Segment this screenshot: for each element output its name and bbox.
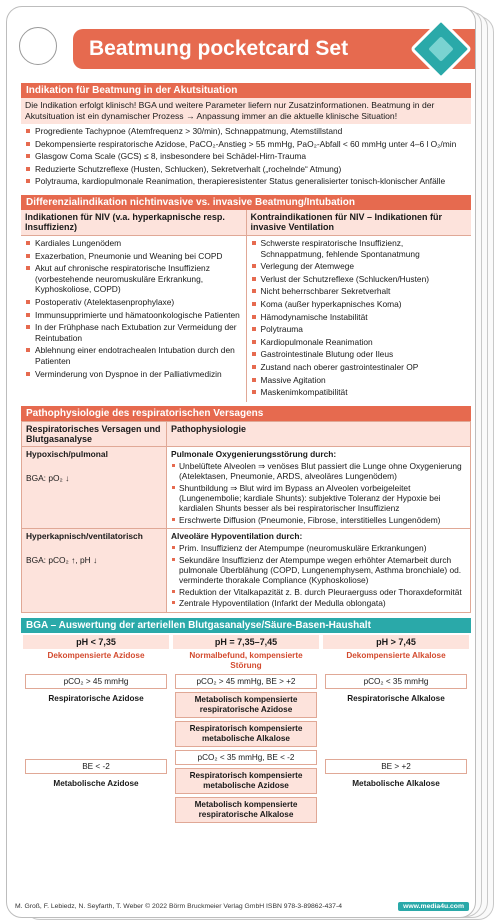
bga-value: BE < -2 (25, 759, 167, 774)
list-item: Akut auf chronische respiratorische Insuffizienz (vorbestehende neuromuskuläre Erkrankung, Kyphoskoliose, COPD) (25, 263, 242, 295)
list-item: Koma (außer hyperkapnisches Koma) (251, 299, 468, 310)
ph-range: pH < 7,35 (23, 635, 169, 649)
table-header: Respiratorisches Versagen und Blutgasanalyse (22, 421, 167, 446)
mechanism-list (171, 461, 466, 525)
list-item: Zentrale Hypoventilation (Infarkt der Medulla oblongata) (171, 598, 466, 608)
list-item: Unbelüftete Alveolen ⇒ venöses Blut passiert die Lunge ohne Oxygenierung (Atelektasen, Pneumonie, ARDS, alveoläres Lungenödem) (171, 461, 466, 482)
page-title: Beatmung pocketcard Set (89, 37, 349, 60)
list-item: Verlust der Schutzreflexe (Schlucken/Husten) (251, 274, 468, 285)
bga-interpretation: Respiratorische Alkalose (347, 693, 445, 703)
list-item: Progrediente Tachypnoe (Atemfrequenz > 30/min), Schnappatmung, Atemstillstand (25, 126, 467, 137)
bga-interpretation: Respiratorisch kompensierte metabolische Azidose (175, 768, 317, 794)
table-cell (167, 529, 471, 612)
ring-hole (19, 27, 57, 65)
card-content (21, 79, 471, 826)
list-item: Exazerbation, Pneumonie und Weaning bei COPD (25, 251, 242, 262)
differential-columns (21, 210, 471, 402)
niv-contraindications-list (247, 236, 472, 402)
bga-column-acidosis (21, 633, 171, 826)
mechanism-list (171, 543, 466, 608)
section-heading-pathophysiology: Pathophysiologie des respiratorischen Versagens (21, 406, 471, 421)
pocketcard (6, 6, 476, 918)
table-cell (167, 446, 471, 528)
ph-state: Dekompensierte Alkalose (346, 650, 446, 660)
list-item: Sekundäre Insuffizienz der Atempumpe wegen erhöhter Atemarbeit durch pulmonale Überblähung (COPD, Lungenemphysem, Asthma bronchiale) od. verminderte thorakale Compliance (Kyphoskoliose) (171, 555, 466, 586)
table-cell (22, 446, 167, 528)
mechanism-heading: Pulmonale Oxygenierungsstörung durch: (171, 448, 337, 459)
failure-type: Hyperkapnisch/ventilatorisch (26, 531, 143, 542)
list-item: Gastrointestinale Blutung oder Ileus (251, 349, 468, 360)
ph-range: pH > 7,45 (323, 635, 469, 649)
table-row (22, 446, 471, 528)
ph-state: Normalbefund, kompensierte Störung (189, 650, 303, 670)
ph-range: pH = 7,35–7,45 (173, 635, 319, 649)
bga-value: pCO₂ > 45 mmHg (25, 674, 167, 689)
list-item: Massive Agitation (251, 375, 468, 386)
list-item: Shuntbildung ⇒ Blut wird im Bypass an Alveolen vorbeigeleitet (Lungenembolie; kardiale Shunts): subjektive Toleranz der Hypoxie bei kardialen Shunts besser als bei respiratorischer Insuffizienz (171, 483, 466, 514)
niv-indications-title: Indikationen für NIV (v.a. hyperkapnische resp. Insuffizienz) (21, 210, 246, 236)
bga-interpretation: Respiratorisch kompensierte metabolische Alkalose (175, 721, 317, 747)
mechanism-heading: Alveoläre Hypoventilation durch: (171, 531, 303, 542)
list-item: Hämodynamische Instabilität (251, 312, 468, 323)
list-item: Ablehnung einer endotrachealen Intubation durch den Patienten (25, 345, 242, 366)
list-item: Immunsupprimierte und hämatoonkologische Patienten (25, 310, 242, 321)
bga-interpretation: Metabolisch kompensierte respiratorische Azidose (175, 692, 317, 718)
niv-indications-column (21, 210, 246, 402)
list-item: Dekompensierte respiratorische Azidose, PaCO₂-Anstieg > 55 mmHg, PaO₂-Abfall < 60 mmHg unter 4–6 l O₂/min (25, 139, 467, 150)
publisher-logo-icon (410, 18, 472, 80)
bga-value: pCO₂ < 35 mmHg (325, 674, 467, 689)
bga-value: BE > +2 (325, 759, 467, 774)
failure-type: Hypoxisch/pulmonal (26, 448, 108, 459)
section-heading-bga: BGA – Auswertung der arteriellen Blutgasanalyse/Säure-Basen-Haushalt (21, 618, 471, 633)
bga-column-normal (171, 633, 321, 826)
list-item: Schwerste respiratorische Insuffizienz, Schnappatmung, fehlende Spontanatmung (251, 238, 468, 259)
list-item: Polytrauma (251, 324, 468, 335)
niv-contraindications-title: Kontraindikationen für NIV – Indikationen für invasive Ventilation (247, 210, 472, 236)
list-item: Erschwerte Diffusion (Pneumonie, Fibrose, interstitielles Lungenödem) (171, 515, 466, 525)
list-item: Polytrauma, kardiopulmonale Reanimation, therapieresistenter Status generalisierter tonisch-klonischer Anfälle (25, 176, 467, 187)
list-item: Prim. Insuffizienz der Atempumpe (neuromuskuläre Erkrankungen) (171, 543, 466, 553)
bga-interpretation: Metabolische Azidose (53, 778, 139, 788)
pathophysiology-table (21, 421, 471, 613)
list-item: Postoperativ (Atelektasenprophylaxe) (25, 297, 242, 308)
list-item: Verminderung von Dyspnoe in der Palliativmedizin (25, 369, 242, 380)
bga-interpretation: Metabolisch kompensierte respiratorische Alkalose (175, 797, 317, 823)
table-row (22, 529, 471, 612)
table-header: Pathophysiologie (167, 421, 471, 446)
list-item: Reduktion der Vitalkapazität z. B. durch Pleuraerguss oder Thoraxdeformität (171, 587, 466, 597)
list-item: Maskenimkompatibilität (251, 387, 468, 398)
list-item: Verlegung der Atemwege (251, 261, 468, 272)
bga-grid (21, 633, 471, 826)
bga-interpretation: Respiratorische Azidose (48, 693, 144, 703)
bga-finding: BGA: pO₂ ↓ (26, 472, 70, 483)
footer-brand-link[interactable]: www.media4u.com (398, 902, 469, 911)
list-item: Kardiopulmonale Reanimation (251, 337, 468, 348)
section-heading-indication: Indikation für Beatmung in der Akutsituation (21, 83, 471, 98)
footer (15, 902, 469, 911)
bga-interpretation: Metabolische Alkalose (352, 778, 440, 788)
list-item: In der Frühphase nach Extubation zur Vermeidung der Reintubation (25, 322, 242, 343)
bga-value: pCO₂ < 35 mmHg, BE < -2 (175, 750, 317, 765)
footer-credits: M. Groß, F. Lebiedz, N. Seyfarth, T. Weber © 2022 Börm Bruckmeier Verlag GmbH ISBN 978-3-89862-437-4 (15, 903, 342, 910)
niv-contraindications-column (246, 210, 472, 402)
title-bar (73, 29, 476, 69)
list-item: Nicht beherrschbarer Sekretverhalt (251, 286, 468, 297)
bga-column-alkalosis (321, 633, 471, 826)
bga-value: pCO₂ > 45 mmHg, BE > +2 (175, 674, 317, 689)
ph-state: Dekompensierte Azidose (47, 650, 145, 660)
list-item: Reduzierte Schutzreflexe (Husten, Schlucken), Sekretverhalt („rochelnde“ Atmung) (25, 164, 467, 175)
table-header-row (22, 421, 471, 446)
section-heading-differential: Differenzialindikation nichtinvasive vs. invasive Beatmung/Intubation (21, 195, 471, 210)
niv-indications-list (21, 236, 246, 383)
indication-intro: Die Indikation erfolgt klinisch! BGA und weitere Parameter liefern nur Zusatzinformationen. Beatmung in der Akutsituation ist ein dynamischer Prozess → Anpassung immer an die aktuelle klinische Situation! (21, 98, 471, 124)
bga-finding: BGA: pCO₂ ↑, pH ↓ (26, 555, 98, 566)
indication-list (21, 124, 471, 191)
list-item: Glasgow Coma Scale (GCS) ≤ 8, insbesondere bei Schädel-Hirn-Trauma (25, 151, 467, 162)
list-item: Kardiales Lungenödem (25, 238, 242, 249)
list-item: Zustand nach oberer gastrointestinaler OP (251, 362, 468, 373)
table-cell (22, 529, 167, 612)
